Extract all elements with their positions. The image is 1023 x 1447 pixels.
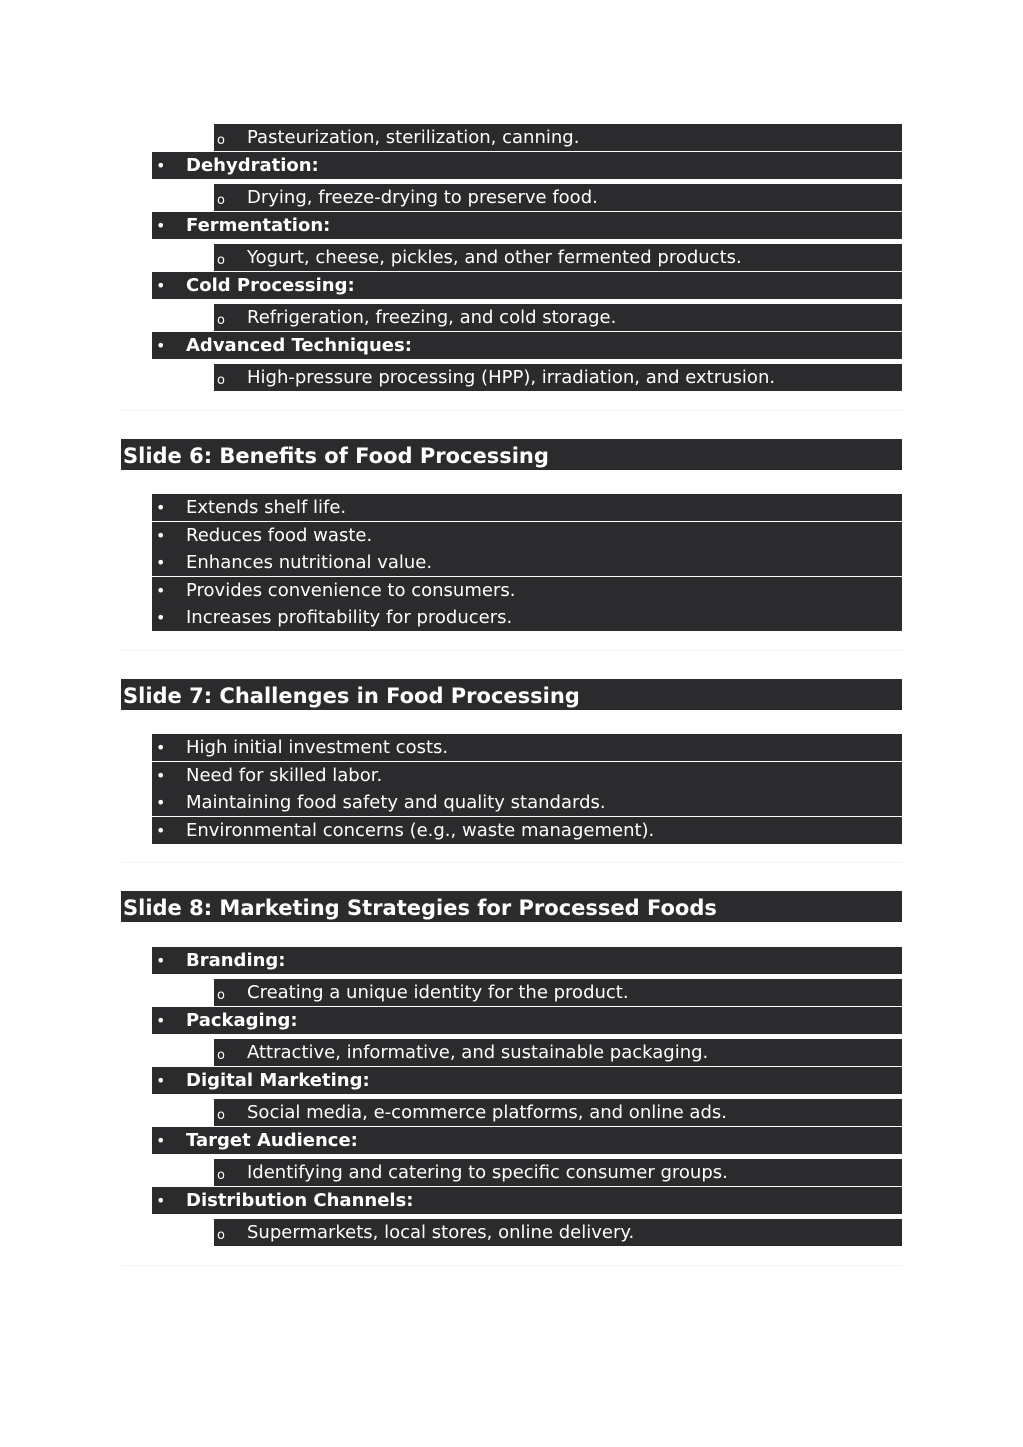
list-item xyxy=(152,817,902,844)
sub-bullet-icon: o xyxy=(217,133,225,148)
sub-bullet-icon: o xyxy=(217,193,225,208)
list-item-text: Reduces food waste. xyxy=(186,525,373,546)
list-item-text: Yogurt, cheese, pickles, and other fermented products. xyxy=(247,247,742,268)
list-item xyxy=(152,1007,902,1034)
list-item-text: Branding: xyxy=(186,950,286,971)
list-item xyxy=(152,152,902,179)
list-item xyxy=(214,244,902,271)
list-item xyxy=(214,364,902,391)
bullet-icon: • xyxy=(156,276,166,295)
divider xyxy=(121,862,902,863)
list-item-text: Target Audience: xyxy=(186,1130,358,1151)
list-item-text: Enhances nutritional value. xyxy=(186,552,433,573)
list-item-text: Need for skilled labor. xyxy=(186,765,383,786)
bullet-icon: • xyxy=(156,1191,166,1210)
list-item xyxy=(214,304,902,331)
list-item xyxy=(152,494,902,521)
bullet-icon: • xyxy=(156,766,166,785)
bullet-icon: • xyxy=(156,608,166,627)
list-item-text: Supermarkets, local stores, online delivery. xyxy=(247,1222,635,1243)
list-item xyxy=(152,549,902,576)
bullet-icon: • xyxy=(156,526,166,545)
sub-bullet-icon: o xyxy=(217,1048,225,1063)
divider xyxy=(121,410,902,411)
bullet-icon: • xyxy=(156,156,166,175)
list-item-text: Cold Processing: xyxy=(186,275,355,296)
list-item xyxy=(152,1067,902,1094)
list-item-text: Packaging: xyxy=(186,1010,298,1031)
list-item xyxy=(214,1099,902,1126)
list-item-text: Attractive, informative, and sustainable packaging. xyxy=(247,1042,709,1063)
list-item-text: Provides convenience to consumers. xyxy=(186,580,516,601)
list-item-text: Social media, e-commerce platforms, and online ads. xyxy=(247,1102,727,1123)
list-item-text: High-pressure processing (HPP), irradiation, and extrusion. xyxy=(247,367,776,388)
list-item xyxy=(152,522,902,549)
list-item-text: Refrigeration, freezing, and cold storage. xyxy=(247,307,617,328)
list-item-text: Creating a unique identity for the product. xyxy=(247,982,629,1003)
list-item-text: Fermentation: xyxy=(186,215,331,236)
list-item xyxy=(152,332,902,359)
sub-bullet-icon: o xyxy=(217,253,225,268)
list-item-text: Advanced Techniques: xyxy=(186,335,412,356)
list-item-text: High initial investment costs. xyxy=(186,737,449,758)
list-item xyxy=(152,1187,902,1214)
list-item xyxy=(214,979,902,1006)
section-heading: Slide 8: Marketing Strategies for Processed Foods xyxy=(121,891,902,922)
list-item xyxy=(214,1159,902,1186)
sub-bullet-icon: o xyxy=(217,1108,225,1123)
list-item xyxy=(214,184,902,211)
list-item xyxy=(152,272,902,299)
bullet-icon: • xyxy=(156,216,166,235)
sub-bullet-icon: o xyxy=(217,313,225,328)
sub-bullet-icon: o xyxy=(217,988,225,1003)
list-item xyxy=(152,604,902,631)
bullet-icon: • xyxy=(156,336,166,355)
list-item-text: Identifying and catering to specific consumer groups. xyxy=(247,1162,728,1183)
bullet-icon: • xyxy=(156,1011,166,1030)
list-item xyxy=(152,577,902,604)
sub-bullet-icon: o xyxy=(217,1228,225,1243)
list-item xyxy=(214,124,902,151)
list-item xyxy=(214,1039,902,1066)
list-item-text: Environmental concerns (e.g., waste management). xyxy=(186,820,655,841)
list-item xyxy=(152,1127,902,1154)
list-item-text: Pasteurization, sterilization, canning. xyxy=(247,127,580,148)
list-item xyxy=(152,947,902,974)
list-item-text: Increases profitability for producers. xyxy=(186,607,513,628)
list-item-text: Distribution Channels: xyxy=(186,1190,414,1211)
divider xyxy=(121,650,902,651)
bullet-icon: • xyxy=(156,581,166,600)
bullet-icon: • xyxy=(156,1071,166,1090)
bullet-icon: • xyxy=(156,793,166,812)
list-item-text: Extends shelf life. xyxy=(186,497,347,518)
list-item xyxy=(152,212,902,239)
sub-bullet-icon: o xyxy=(217,373,225,388)
list-item-text: Dehydration: xyxy=(186,155,319,176)
list-item xyxy=(152,734,902,761)
bullet-icon: • xyxy=(156,951,166,970)
list-item-text: Drying, freeze-drying to preserve food. xyxy=(247,187,598,208)
divider xyxy=(121,1265,902,1266)
bullet-icon: • xyxy=(156,498,166,517)
list-item xyxy=(152,789,902,816)
section-heading: Slide 6: Benefits of Food Processing xyxy=(121,439,902,470)
sub-bullet-icon: o xyxy=(217,1168,225,1183)
bullet-icon: • xyxy=(156,738,166,757)
section-heading: Slide 7: Challenges in Food Processing xyxy=(121,679,902,710)
list-item xyxy=(214,1219,902,1246)
list-item-text: Digital Marketing: xyxy=(186,1070,370,1091)
bullet-icon: • xyxy=(156,1131,166,1150)
list-item-text: Maintaining food safety and quality standards. xyxy=(186,792,606,813)
bullet-icon: • xyxy=(156,821,166,840)
list-item xyxy=(152,762,902,789)
bullet-icon: • xyxy=(156,553,166,572)
